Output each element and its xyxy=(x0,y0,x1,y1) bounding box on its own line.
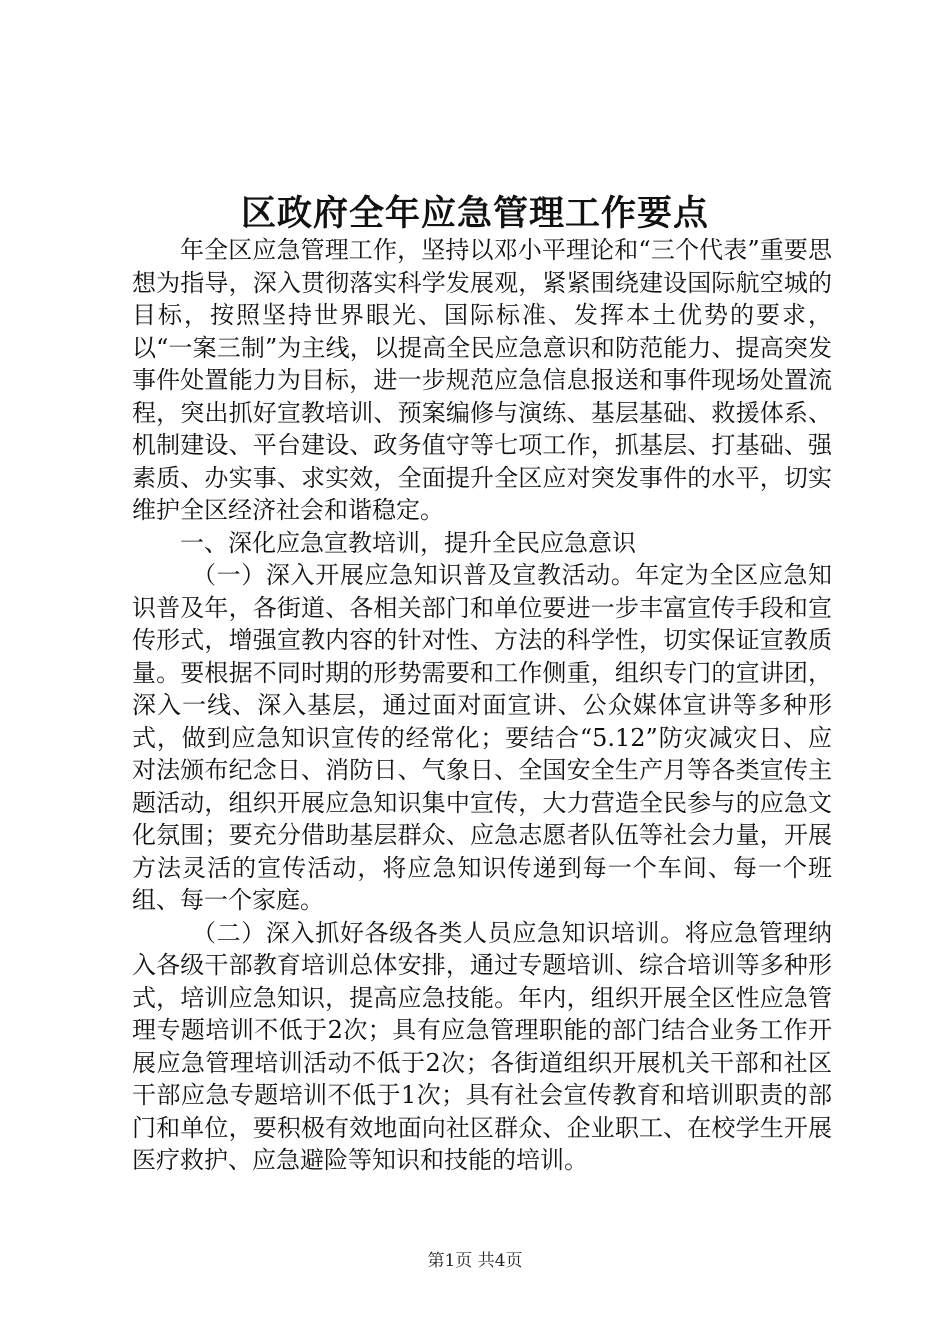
subsection-paragraph-2: （二）深入抓好各级各类人员应急知识培训。将应急管理纳入各级干部教育培训总体安排，通过专题培训、综合培训等多种形式，培训应急知识，提高应急技能。年内，组织开展全区性应急管理专题培训不低于2次；具有应急管理职能的部门结合业务工作开展应急管理培训活动不低于2次；各街道组织开展机关干部和社区干部应急专题培训不低于1次；具有社会宣传教育和培训职责的部门和单位，要积极有效地面向社区群众、企业职工、在校学生开展医疗救护、应急避险等知识和技能的培训。 xyxy=(132,918,832,1174)
document-body xyxy=(132,234,832,1177)
page-footer: 第1页 共4页 xyxy=(427,1251,523,1271)
intro-paragraph: 年全区应急管理工作，坚持以邓小平理论和“三个代表”重要思想为指导，深入贯彻落实科学发展观，紧紧围绕建设国际航空城的目标，按照坚持世界眼光、国际标准、发挥本土优势的要求，以“一案三制”为主线，以提高全民应急意识和防范能力、提高突发事件处置能力为目标，进一步规范应急信息报送和事件现场处置流程，突出抓好宣教培训、预案编修与演练、基层基础、救援体系、机制建设、平台建设、政务值守等七项工作，抓基层、打基础、强素质、办实事、求实效，全面提升全区应对突发事件的水平，切实维护全区经济社会和谐稳定。 xyxy=(132,236,832,524)
document-title: 区政府全年应急管理工作要点 xyxy=(240,193,709,234)
subsection-paragraph-1: （一）深入开展应急知识普及宣教活动。年定为全区应急知识普及年，各街道、各相关部门和单位要进一步丰富宣传手段和宣传形式，增强宣教内容的针对性、方法的科学性，切实保证宣教质量。要根据不同时期的形势需要和工作侧重，组织专门的宣讲团，深入一线、深入基层，通过面对面宣讲、公众媒体宣讲等多种形式，做到应急知识宣传的经常化；要结合“5.12”防灾减灾日、应对法颁布纪念日、消防日、气象日、全国安全生产月等各类宣传主题活动，组织开展应急知识集中宣传，大力营造全民参与的应急文化氛围；要充分借助基层群众、应急志愿者队伍等社会力量，开展方法灵活的宣传活动，将应急知识传递到每一个车间、每一个班组、每一个家庭。 xyxy=(132,561,832,914)
section-heading-1: 一、深化应急宣教培训，提升全民应急意识 xyxy=(180,528,636,557)
